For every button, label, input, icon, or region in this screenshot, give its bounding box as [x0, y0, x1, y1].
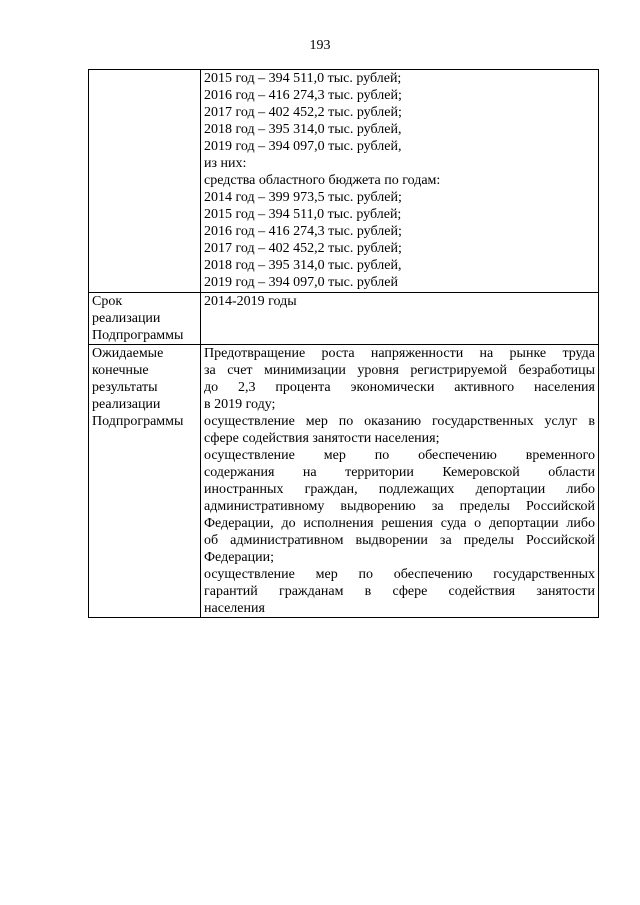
row-label-line: реализации — [92, 397, 161, 412]
result-line: осуществление мер по обеспечению временного — [204, 448, 595, 463]
funding-line: из них: — [204, 156, 247, 171]
subprogram-passport-table — [88, 69, 599, 618]
funding-line: 2015 год – 394 511,0 тыс. рублей; — [204, 207, 402, 222]
row-value-cell — [201, 70, 599, 293]
row-label-line: результаты — [92, 380, 158, 395]
period-value: 2014-2019 годы — [204, 294, 297, 309]
table-row-period — [89, 293, 599, 345]
funding-line: 2015 год – 394 511,0 тыс. рублей; — [204, 71, 402, 86]
funding-line: 2014 год – 399 973,5 тыс. рублей; — [204, 190, 402, 205]
funding-line: 2018 год – 395 314,0 тыс. рублей, — [204, 122, 402, 137]
result-line: Федерации, до исполнения решения суда о депортации либо — [204, 516, 595, 531]
funding-line: 2017 год – 402 452,2 тыс. рублей; — [204, 105, 402, 120]
row-value-cell — [201, 293, 599, 345]
table-row-results — [89, 345, 599, 618]
result-line: гарантий гражданам в сфере содействия занятости — [204, 584, 595, 599]
funding-line: 2016 год – 416 274,3 тыс. рублей; — [204, 224, 402, 239]
result-line: за счет минимизации уровня регистрируемой безработицы — [204, 363, 595, 378]
funding-line: 2016 год – 416 274,3 тыс. рублей; — [204, 88, 402, 103]
row-label-line: Срок — [92, 294, 123, 309]
funding-line: 2017 год – 402 452,2 тыс. рублей; — [204, 241, 402, 256]
result-line: до 2,3 процента экономически активного населения — [204, 380, 595, 395]
page-number: 193 — [309, 38, 331, 53]
row-value-cell — [201, 345, 599, 618]
funding-line: средства областного бюджета по годам: — [204, 173, 441, 188]
result-line: осуществление мер по обеспечению государственных — [204, 567, 595, 582]
row-label-cell — [89, 70, 201, 293]
row-label-line: Ожидаемые — [92, 346, 164, 361]
row-label-line: реализации — [92, 311, 161, 326]
result-line: в 2019 году; — [204, 397, 276, 412]
result-line: сфере содействия занятости населения; — [204, 431, 440, 446]
row-label-line: Подпрограммы — [92, 328, 184, 343]
row-label-line: Подпрограммы — [92, 414, 184, 429]
funding-line: 2019 год – 394 097,0 тыс. рублей, — [204, 139, 402, 154]
row-label-line: конечные — [92, 363, 149, 378]
funding-line: 2018 год – 395 314,0 тыс. рублей, — [204, 258, 402, 273]
result-line: Предотвращение роста напряженности на рынке труда — [204, 346, 595, 361]
result-line: содержания на территории Кемеровской области — [204, 465, 595, 480]
result-line: об административном выдворении за пределы Российской — [204, 533, 595, 548]
result-line: осуществление мер по оказанию государственных услуг в — [204, 414, 595, 429]
row-label-cell — [89, 293, 201, 345]
funding-line: 2019 год – 394 097,0 тыс. рублей — [204, 275, 398, 290]
result-line: административному выдворению за пределы Российской — [204, 499, 595, 514]
result-line: иностранных граждан, подлежащих депортации либо — [204, 482, 595, 497]
table-row-funding — [89, 70, 599, 293]
row-label-cell — [89, 345, 201, 618]
result-line: Федерации; — [204, 550, 275, 565]
result-line: населения — [204, 601, 265, 616]
